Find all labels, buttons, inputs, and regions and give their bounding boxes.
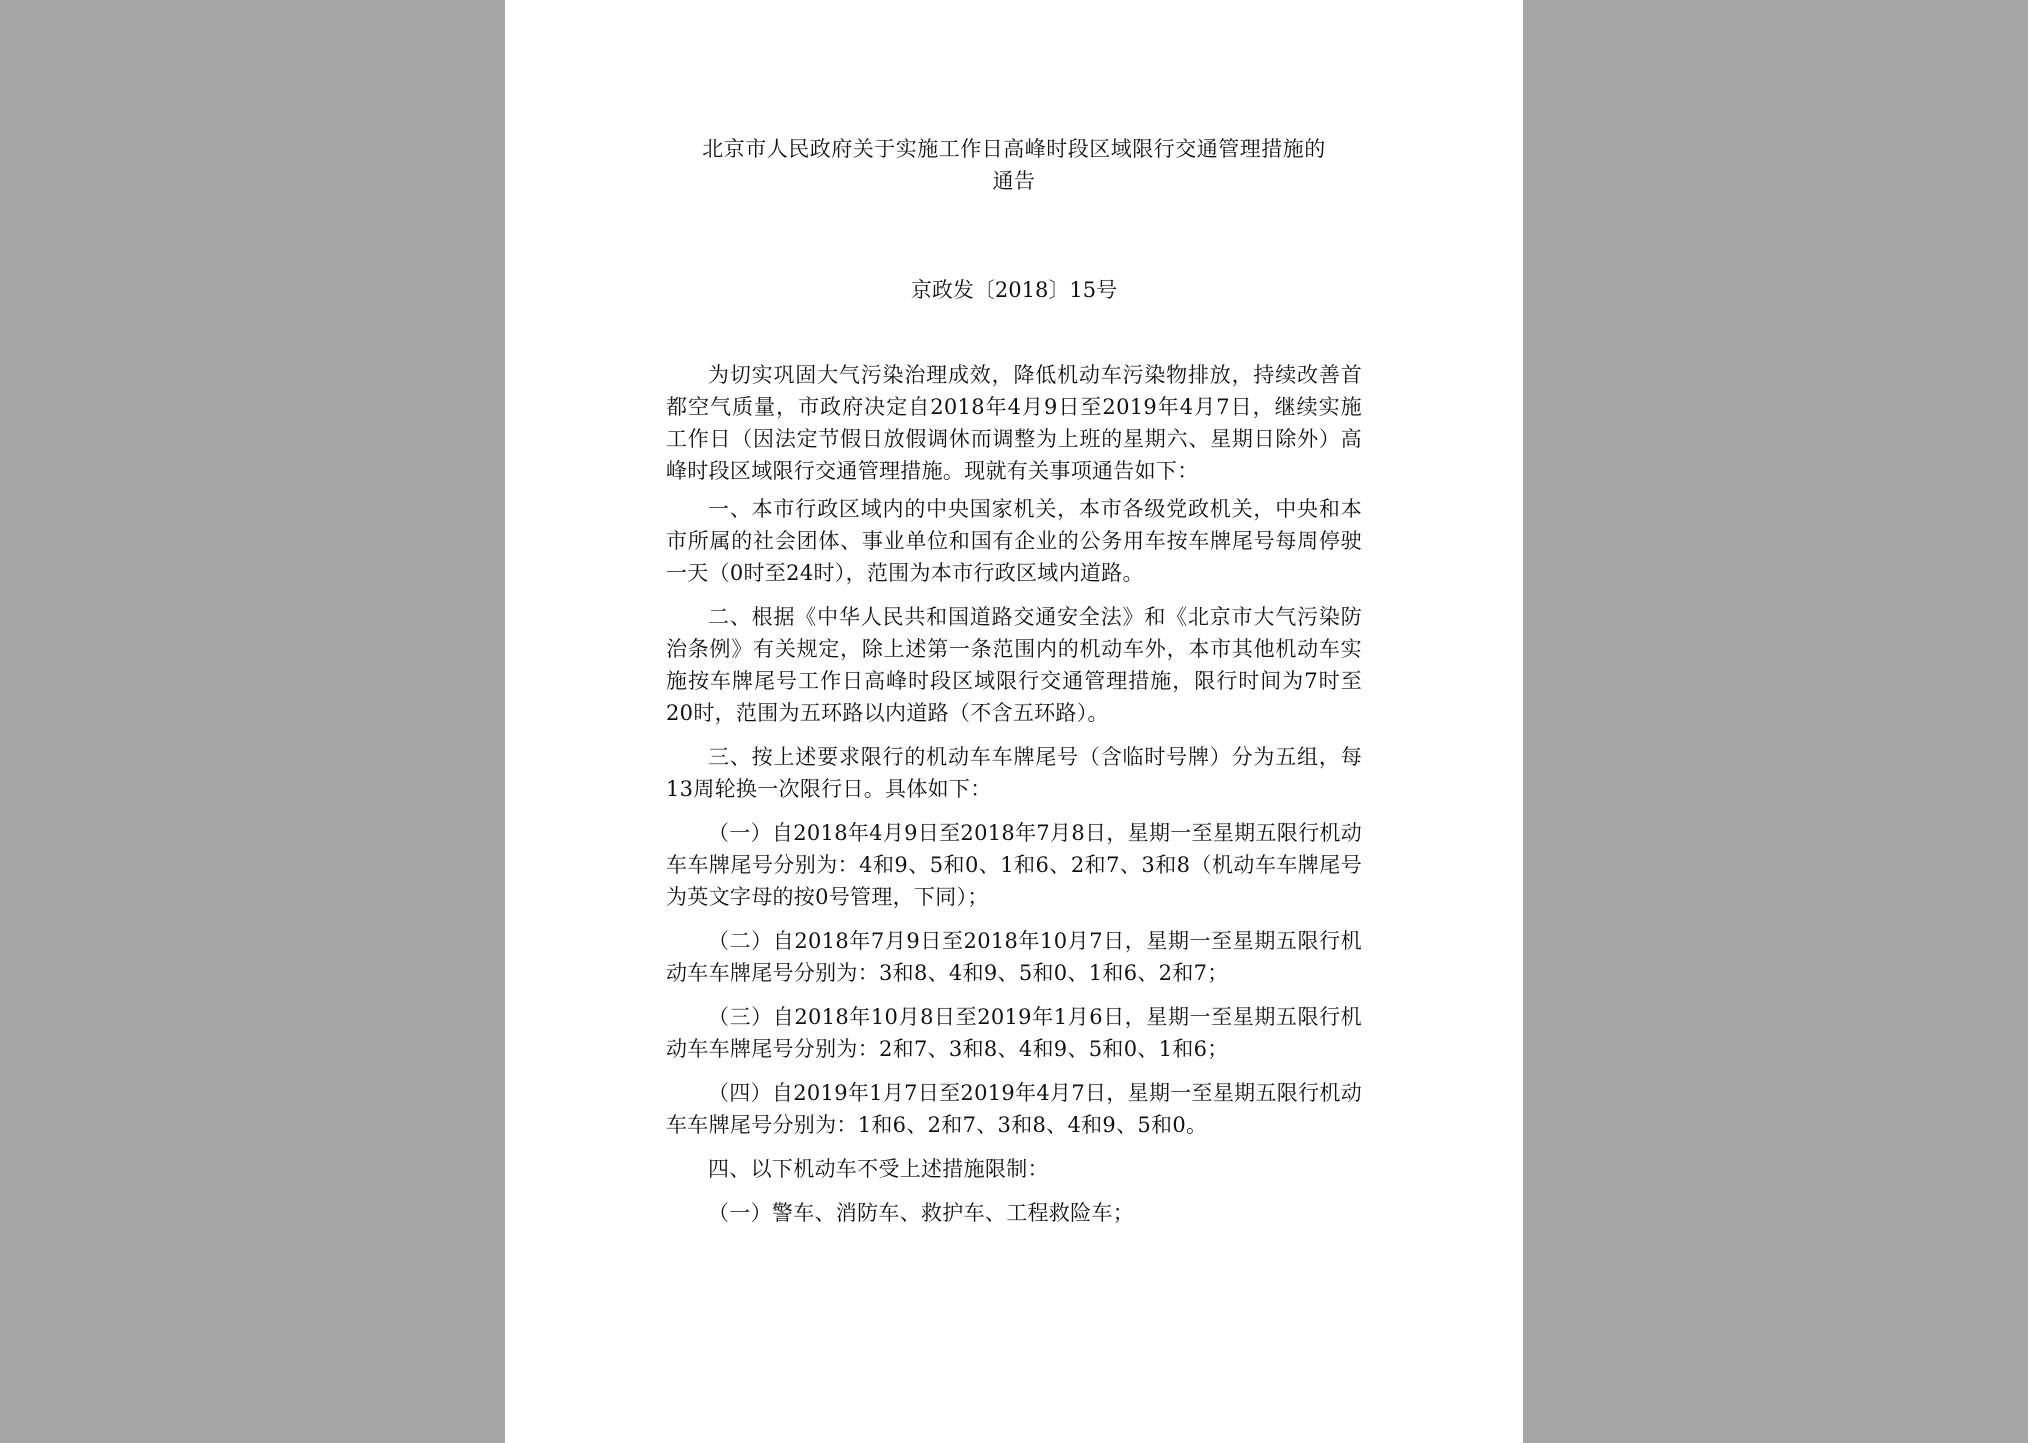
paragraph-item-1: 一、本市行政区域内的中央国家机关，本市各级党政机关，中央和本市所属的社会团体、事业单位和国有企业的公务用车按车牌尾号每周停驶一天（0时至24时），范围为本市行政区域内道路。 [666,497,1362,585]
paragraph-item-4: 四、以下机动车不受上述措施限制： [708,1157,1049,1181]
paragraph-subitem-3-1: （一）自2018年4月9日至2018年7月8日，星期一至星期五限行机动车车牌尾号分别为：4和9、5和0、1和6、2和7、3和8（机动车车牌尾号为英文字母的按0号管理，下同）； [666,821,1362,909]
paragraph-subitem-3-4: （四）自2019年1月7日至2019年4月7日，星期一至星期五限行机动车车牌尾号分别为：1和6、2和7、3和8、4和9、5和0。 [666,1081,1362,1137]
paragraph-preamble: 为切实巩固大气污染治理成效，降低机动车污染物排放，持续改善首都空气质量，市政府决定自2018年4月9日至2019年4月7日，继续实施工作日（因法定节假日放假调休而调整为上班的星期六、星期日除外）高峰时段区域限行交通管理措施。现就有关事项通告如下： [666,363,1362,483]
document-number: 京政发〔2018〕15号 [910,278,1118,302]
document-body [666,359,1362,1229]
document-title [666,133,1362,197]
paragraph-subitem-3-3: （三）自2018年10月8日至2019年1月6日，星期一至星期五限行机动车车牌尾号分别为：2和7、3和8、4和9、5和0、1和6； [666,1005,1362,1061]
title-line-1: 北京市人民政府关于实施工作日高峰时段区域限行交通管理措施的 [702,137,1326,161]
title-line-2: 通告 [992,169,1036,193]
paragraph-subitem-3-2: （二）自2018年7月9日至2018年10月7日，星期一至星期五限行机动车车牌尾号分别为：3和8、4和9、5和0、1和6、2和7； [666,929,1362,985]
paragraph-item-2: 二、根据《中华人民共和国道路交通安全法》和《北京市大气污染防治条例》有关规定，除上述第一条范围内的机动车外，本市其他机动车实施按车牌尾号工作日高峰时段区域限行交通管理措施，限行时间为7时至20时，范围为五环路以内道路（不含五环路）。 [666,605,1362,725]
paragraph-subitem-4-1: （一）警车、消防车、救护车、工程救险车； [708,1201,1134,1225]
paragraph-item-3: 三、按上述要求限行的机动车车牌尾号（含临时号牌）分为五组，每13周轮换一次限行日。具体如下： [666,745,1362,801]
document-page [505,0,1523,1443]
